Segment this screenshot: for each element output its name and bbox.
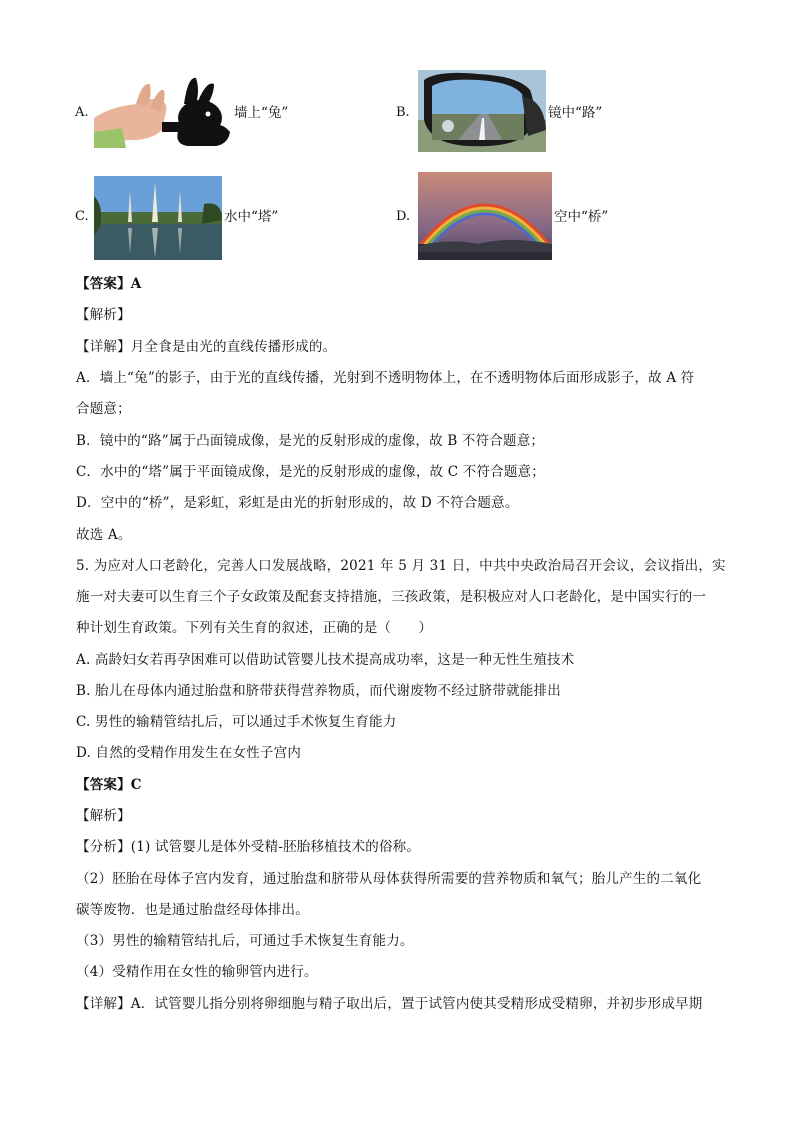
- q4-choose: 故选 A。: [76, 527, 132, 543]
- option-b-caption: 镜中“路”: [548, 105, 603, 121]
- q5-fenxi-5: （4）受精作用在女性的输卵管内进行。: [76, 964, 318, 980]
- option-d-letter: D.: [396, 209, 411, 224]
- pagodas-lake-image: [94, 176, 222, 260]
- q5-stem-line2: 施一对夫妻可以生育三个子女政策及配套支持措施，三孩政策，是积极应对人口老龄化，是中国实行的一: [76, 589, 707, 605]
- hand-shadow-rabbit-image: [92, 74, 232, 149]
- q4-analysis-heading: 【解析】: [76, 307, 131, 323]
- q5-fenxi-2: （2）胚胎在母体子宫内发育，通过胎盘和脐带从母体获得所需要的营养物质和氧气；胎儿产生的二氧化: [76, 871, 702, 887]
- q5-fenxi-4: （3）男性的输精管结扎后，可通过手术恢复生育能力。: [76, 933, 414, 949]
- q5-stem-line3: 种计划生育政策。下列有关生育的叙述，正确的是（ ）: [76, 620, 433, 636]
- q4-explanation-a-line1: A．墙上“兔”的影子，由于光的直线传播，光射到不透明物体上，在不透明物体后面形成影子，故 A 符: [76, 370, 695, 386]
- q5-option-a: A. 高龄妇女若再孕困难可以借助试管婴儿技术提高成功率，这是一种无性生殖技术: [76, 652, 575, 668]
- option-a-letter: A.: [75, 105, 89, 120]
- q5-fenxi-3: 碳等废物．也是通过胎盘经母体排出。: [76, 902, 309, 918]
- option-d-caption: 空中“桥”: [554, 209, 609, 225]
- option-c-caption: 水中“塔”: [224, 209, 279, 225]
- q5-stem-line1: 5. 为应对人口老龄化，完善人口发展战略，2021 年 5 月 31 日，中共中央政治局召开会议，会议指出，实: [76, 558, 726, 574]
- q4-detail: 【详解】月全食是由光的直线传播形成的。: [76, 339, 337, 355]
- q5-answer: 【答案】C: [76, 777, 142, 793]
- q5-option-c: C. 男性的输精管结扎后，可以通过手术恢复生育能力: [76, 714, 397, 730]
- q4-explanation-b: B．镜中的“路”属于凸面镜成像，是光的反射形成的虚像，故 B 不符合题意；: [76, 433, 545, 449]
- q5-option-d: D. 自然的受精作用发生在女性子宫内: [76, 745, 302, 761]
- q5-fenxi-1: 【分析】(1) 试管婴儿是体外受精-胚胎移植技术的俗称。: [76, 839, 421, 855]
- car-side-mirror-image: [418, 70, 546, 152]
- q4-answer: 【答案】A: [76, 276, 142, 292]
- option-a-caption: 墙上“兔”: [234, 105, 289, 121]
- q4-explanation-d: D．空中的“桥”，是彩虹，彩虹是由光的折射形成的，故 D 不符合题意。: [76, 495, 519, 511]
- option-c-letter: C.: [75, 209, 89, 224]
- q5-analysis-heading: 【解析】: [76, 808, 131, 824]
- q5-detail: 【详解】A．试管婴儿指分别将卵细胞与精子取出后，置于试管内使其受精形成受精卵，并初步形成早期: [76, 996, 703, 1012]
- q5-option-b: B. 胎儿在母体内通过胎盘和脐带获得营养物质，而代谢废物不经过脐带就能排出: [76, 683, 561, 699]
- option-b-letter: B.: [396, 105, 410, 120]
- rainbow-landscape-image: [418, 172, 552, 260]
- q4-explanation-c: C．水中的“塔”属于平面镜成像，是光的反射形成的虚像，故 C 不符合题意；: [76, 464, 545, 480]
- q4-explanation-a-line2: 合题意；: [76, 401, 131, 417]
